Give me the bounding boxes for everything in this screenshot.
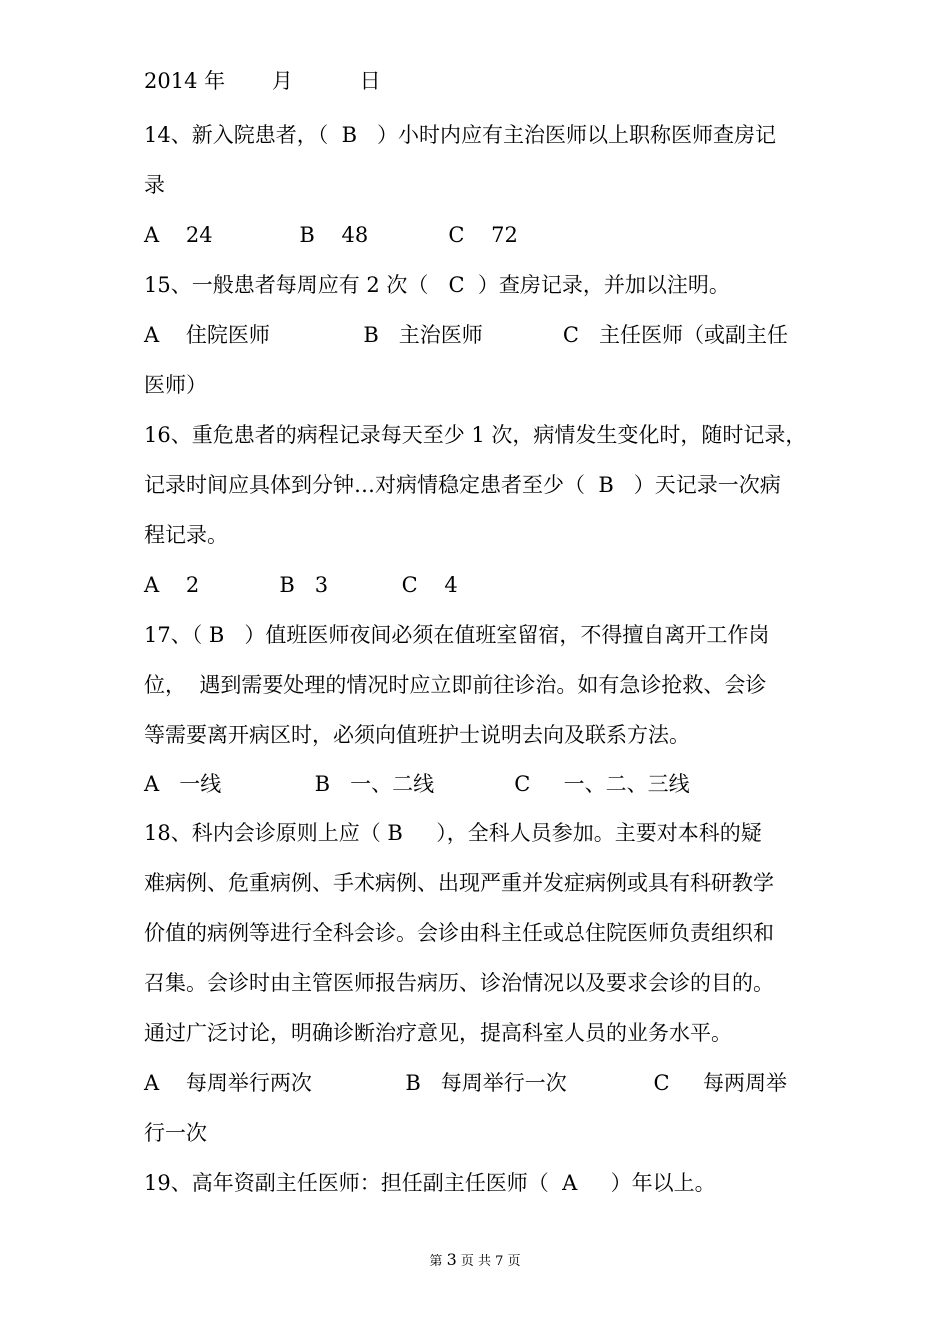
question-14-options: A 24 B 48 C 72 [144, 223, 518, 247]
question-15-options: A 住院医师 B 主治医师 C 主任医师（或副主任 [144, 323, 788, 347]
question-16-text-end: 程记录。 [144, 523, 228, 547]
question-18-options-cont: 行一次 [144, 1121, 207, 1145]
question-17-text: 17、（ B ）值班医师夜间必须在值班室留宿，不得擅自离开工作岗 [144, 623, 770, 647]
footer-middle: 页 共 [456, 1254, 496, 1269]
page-footer [0, 1250, 950, 1272]
question-15-text: 15、一般患者每周应有 2 次（ C ）查房记录，并加以注明。 [144, 273, 730, 297]
question-18-text-cont: 召集。会诊时由主管医师报告病历、诊治情况以及要求会诊的目的。 [144, 971, 774, 995]
question-17-text-cont: 位， 遇到需要处理的情况时应立即前往诊治。如有急诊抢救、会诊 [144, 673, 767, 697]
question-18-text-cont: 价值的病例等进行全科会诊。会诊由科主任或总住院医师负责组织和 [144, 921, 774, 945]
question-16-text-cont: 记录时间应具体到分钟…对病情稳定患者至少（ B ）天记录一次病 [144, 473, 781, 497]
footer-prefix: 第 [429, 1254, 447, 1269]
question-15-options-cont: 医师） [144, 373, 207, 397]
question-14-text: 14、新入院患者，（ B ）小时内应有主治医师以上职称医师查房记 [144, 123, 777, 147]
date-line: 2014 年 月 日 [144, 69, 381, 93]
question-19-text: 19、高年资副主任医师：担任副主任医师（ A ）年以上。 [144, 1171, 716, 1195]
question-18-text: 18、科内会诊原则上应（ B ），全科人员参加。主要对本科的疑 [144, 821, 762, 845]
question-16-options: A 2 B 3 C 4 [144, 573, 458, 597]
question-16-text: 16、重危患者的病程记录每天至少 1 次，病情发生变化时，随时记录， [144, 423, 807, 447]
total-page-number: 7 [495, 1254, 504, 1269]
footer-suffix: 页 [503, 1254, 521, 1269]
question-14-text-cont: 录 [144, 173, 165, 197]
question-18-text-end: 通过广泛讨论，明确诊断治疗意见，提高科室人员的业务水平。 [144, 1021, 732, 1045]
current-page-number: 3 [446, 1250, 457, 1269]
question-17-options: A 一线 B 一、二线 C 一、二、三线 [144, 772, 690, 796]
question-18-text-cont: 难病例、危重病例、手术病例、出现严重并发症病例或具有科研教学 [144, 871, 774, 895]
question-17-text-end: 等需要离开病区时，必须向值班护士说明去向及联系方法。 [144, 723, 690, 747]
question-18-options: A 每周举行两次 B 每周举行一次 C 每两周举 [144, 1071, 788, 1095]
